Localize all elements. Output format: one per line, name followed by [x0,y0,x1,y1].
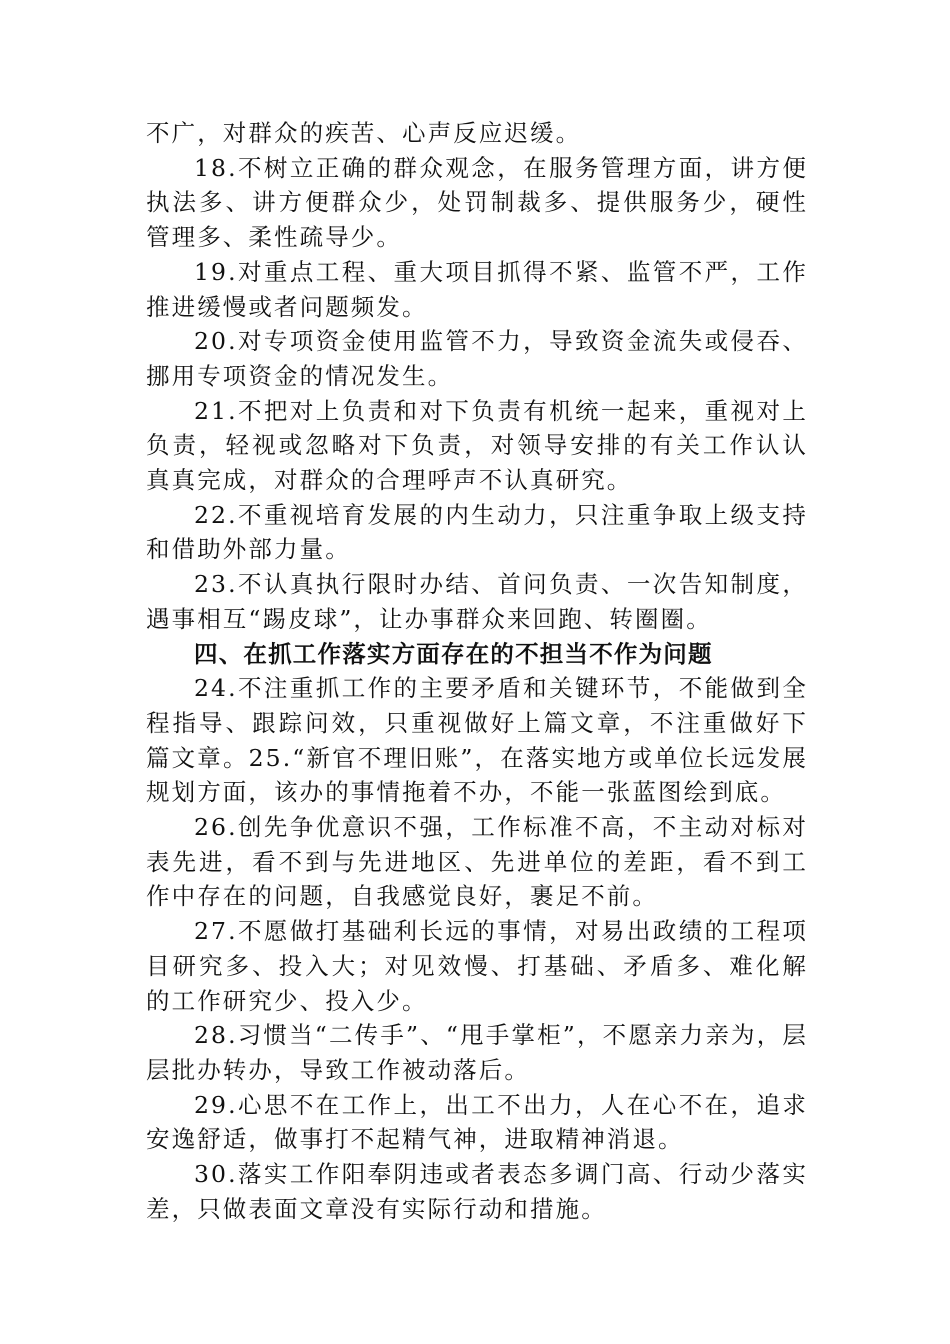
paragraph-item-21: 21.不把对上负责和对下负责有机统一起来，重视对上负责，轻视或忽略对下负责，对领导安排的有关工作认认真真完成，对群众的合理呼声不认真研究。 [146,396,808,495]
paragraph-item-26: 26.创先争优意识不强，工作标准不高，不主动对标对表先进，看不到与先进地区、先进单位的差距，看不到工作中存在的问题，自我感觉良好，裹足不前。 [146,813,808,911]
paragraph-item-30: 30.落实工作阳奉阴违或者表态多调门高、行动少落实差，只做表面文章没有实际行动和措施。 [146,1160,808,1223]
paragraph-item-29: 29.心思不在工作上，出工不出力，人在心不在，追求安逸舒适，做事打不起精气神，进取精神消退。 [146,1090,808,1154]
document-page [146,116,808,1227]
paragraph-item-27: 27.不愿做打基础利长远的事情，对易出政绩的工程项目研究多、投入大；对见效慢、打基础、矛盾多、难化解的工作研究少、投入少。 [146,917,808,1015]
paragraph-item-20: 20.对专项资金使用监管不力，导致资金流失或侵吞、挪用专项资金的情况发生。 [146,327,808,390]
paragraph-item-22: 22.不重视培育发展的内生动力，只注重争取上级支持和借助外部力量。 [146,500,808,564]
paragraph-item-19: 19.对重点工程、重大项目抓得不紧、监管不严，工作推进缓慢或者问题频发。 [146,257,808,321]
paragraph-item-18: 18.不树立正确的群众观念，在服务管理方面，讲方便执法多、讲方便群众少，处罚制裁多、提供服务少，硬性管理多、柔性疏导少。 [146,153,808,252]
paragraph-item-24-25: 24.不注重抓工作的主要矛盾和关键环节，不能做到全程指导、跟踪问效，只重视做好上篇文章，不注重做好下篇文章。25.“新官不理旧账”，在落实地方或单位长远发展规划方面，该办的事情拖着不办，不能一张蓝图绘到底。 [146,674,808,807]
section-heading: 四、在抓工作落实方面存在的不担当不作为问题 [194,639,713,668]
paragraph-item-28: 28.习惯当“二传手”、“甩手掌柜”，不愿亲力亲为，层层批办转办，导致工作被动落后。 [146,1021,808,1084]
paragraph-item-23: 23.不认真执行限时办结、首问负责、一次告知制度，遇事相互“踢皮球”，让办事群众来回跑、转圈圈。 [146,570,808,633]
paragraph-continuation: 不广，对群众的疾苦、心声反应迟缓。 [146,119,582,147]
